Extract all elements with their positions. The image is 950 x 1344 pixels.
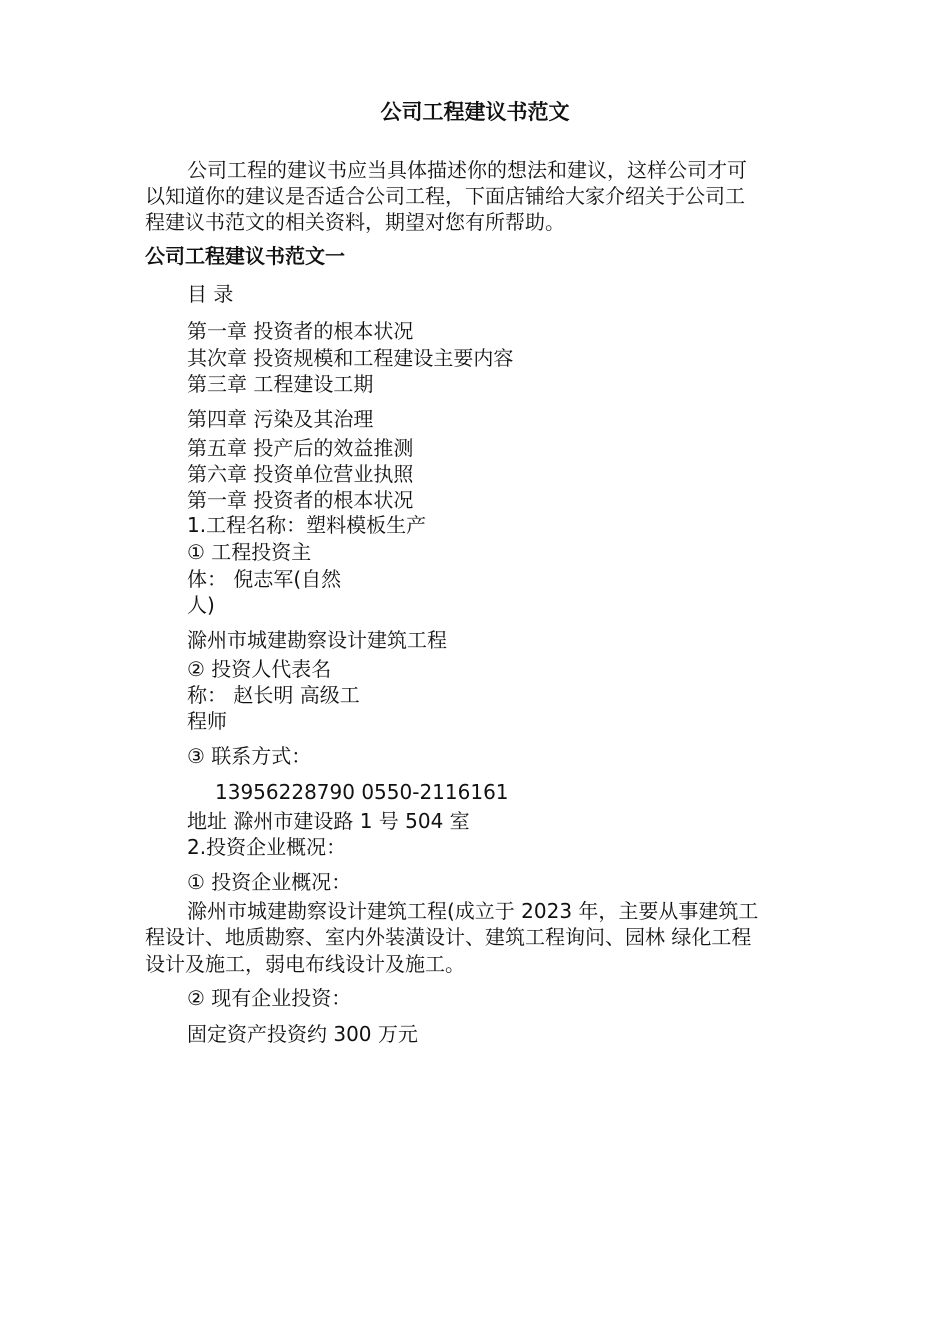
phone-numbers: 13956228790 0550-2116161 — [215, 780, 509, 804]
toc-item: 第五章 投产后的效益推测 — [187, 436, 414, 460]
investor-line: 人) — [187, 593, 215, 617]
contact-label: ③ 联系方式： — [187, 744, 312, 768]
fixed-assets: 固定资产投资约 300 万元 — [187, 1022, 418, 1046]
overview-label: ① 投资企业概况： — [187, 870, 352, 894]
overview-line-1: 滁州市城建勘察设计建筑工程(成立于 2023 年，主要从事建筑工 — [187, 899, 759, 923]
toc-item: 第四章 污染及其治理 — [187, 407, 374, 431]
toc-item: 第一章 投资者的根本状况 — [187, 488, 414, 512]
rep-line: 称： 赵长明 高级工 — [187, 683, 360, 707]
section-heading: 公司工程建议书范文一 — [145, 244, 345, 268]
company-name: 滁州市城建勘察设计建筑工程 — [187, 628, 447, 652]
toc-item: 其次章 投资规模和工程建设主要内容 — [187, 346, 514, 370]
investor-line: 体： 倪志军(自然 — [187, 567, 342, 591]
intro-line-1: 公司工程的建议书应当具体描述你的想法和建议，这样公司才可 — [187, 158, 747, 182]
intro-line-3: 程建议书范文的相关资料，期望对您有所帮助。 — [145, 210, 565, 234]
document-title: 公司工程建议书范文 — [380, 100, 570, 124]
investor-line: ① 工程投资主 — [187, 540, 312, 564]
rep-line: ② 投资人代表名 — [187, 657, 332, 681]
item2-label: 2.投资企业概况： — [187, 835, 347, 859]
rep-line: 程师 — [187, 709, 227, 733]
existing-investment-label: ② 现有企业投资： — [187, 986, 352, 1010]
item1-project-name: 1.工程名称：塑料模板生产 — [187, 513, 427, 537]
overview-line-2: 程设计、地质勘察、室内外装潢设计、建筑工程询问、园林 绿化工程 — [145, 925, 752, 949]
overview-line-3: 设计及施工，弱电布线设计及施工。 — [145, 952, 465, 976]
toc-item: 第六章 投资单位营业执照 — [187, 462, 414, 486]
intro-line-2: 以知道你的建议是否适合公司工程，下面店铺给大家介绍关于公司工 — [145, 184, 745, 208]
toc-item: 第三章 工程建设工期 — [187, 372, 374, 396]
toc-label: 目 录 — [187, 282, 234, 306]
toc-item: 第一章 投资者的根本状况 — [187, 319, 414, 343]
address: 地址 滁州市建设路 1 号 504 室 — [187, 809, 470, 833]
